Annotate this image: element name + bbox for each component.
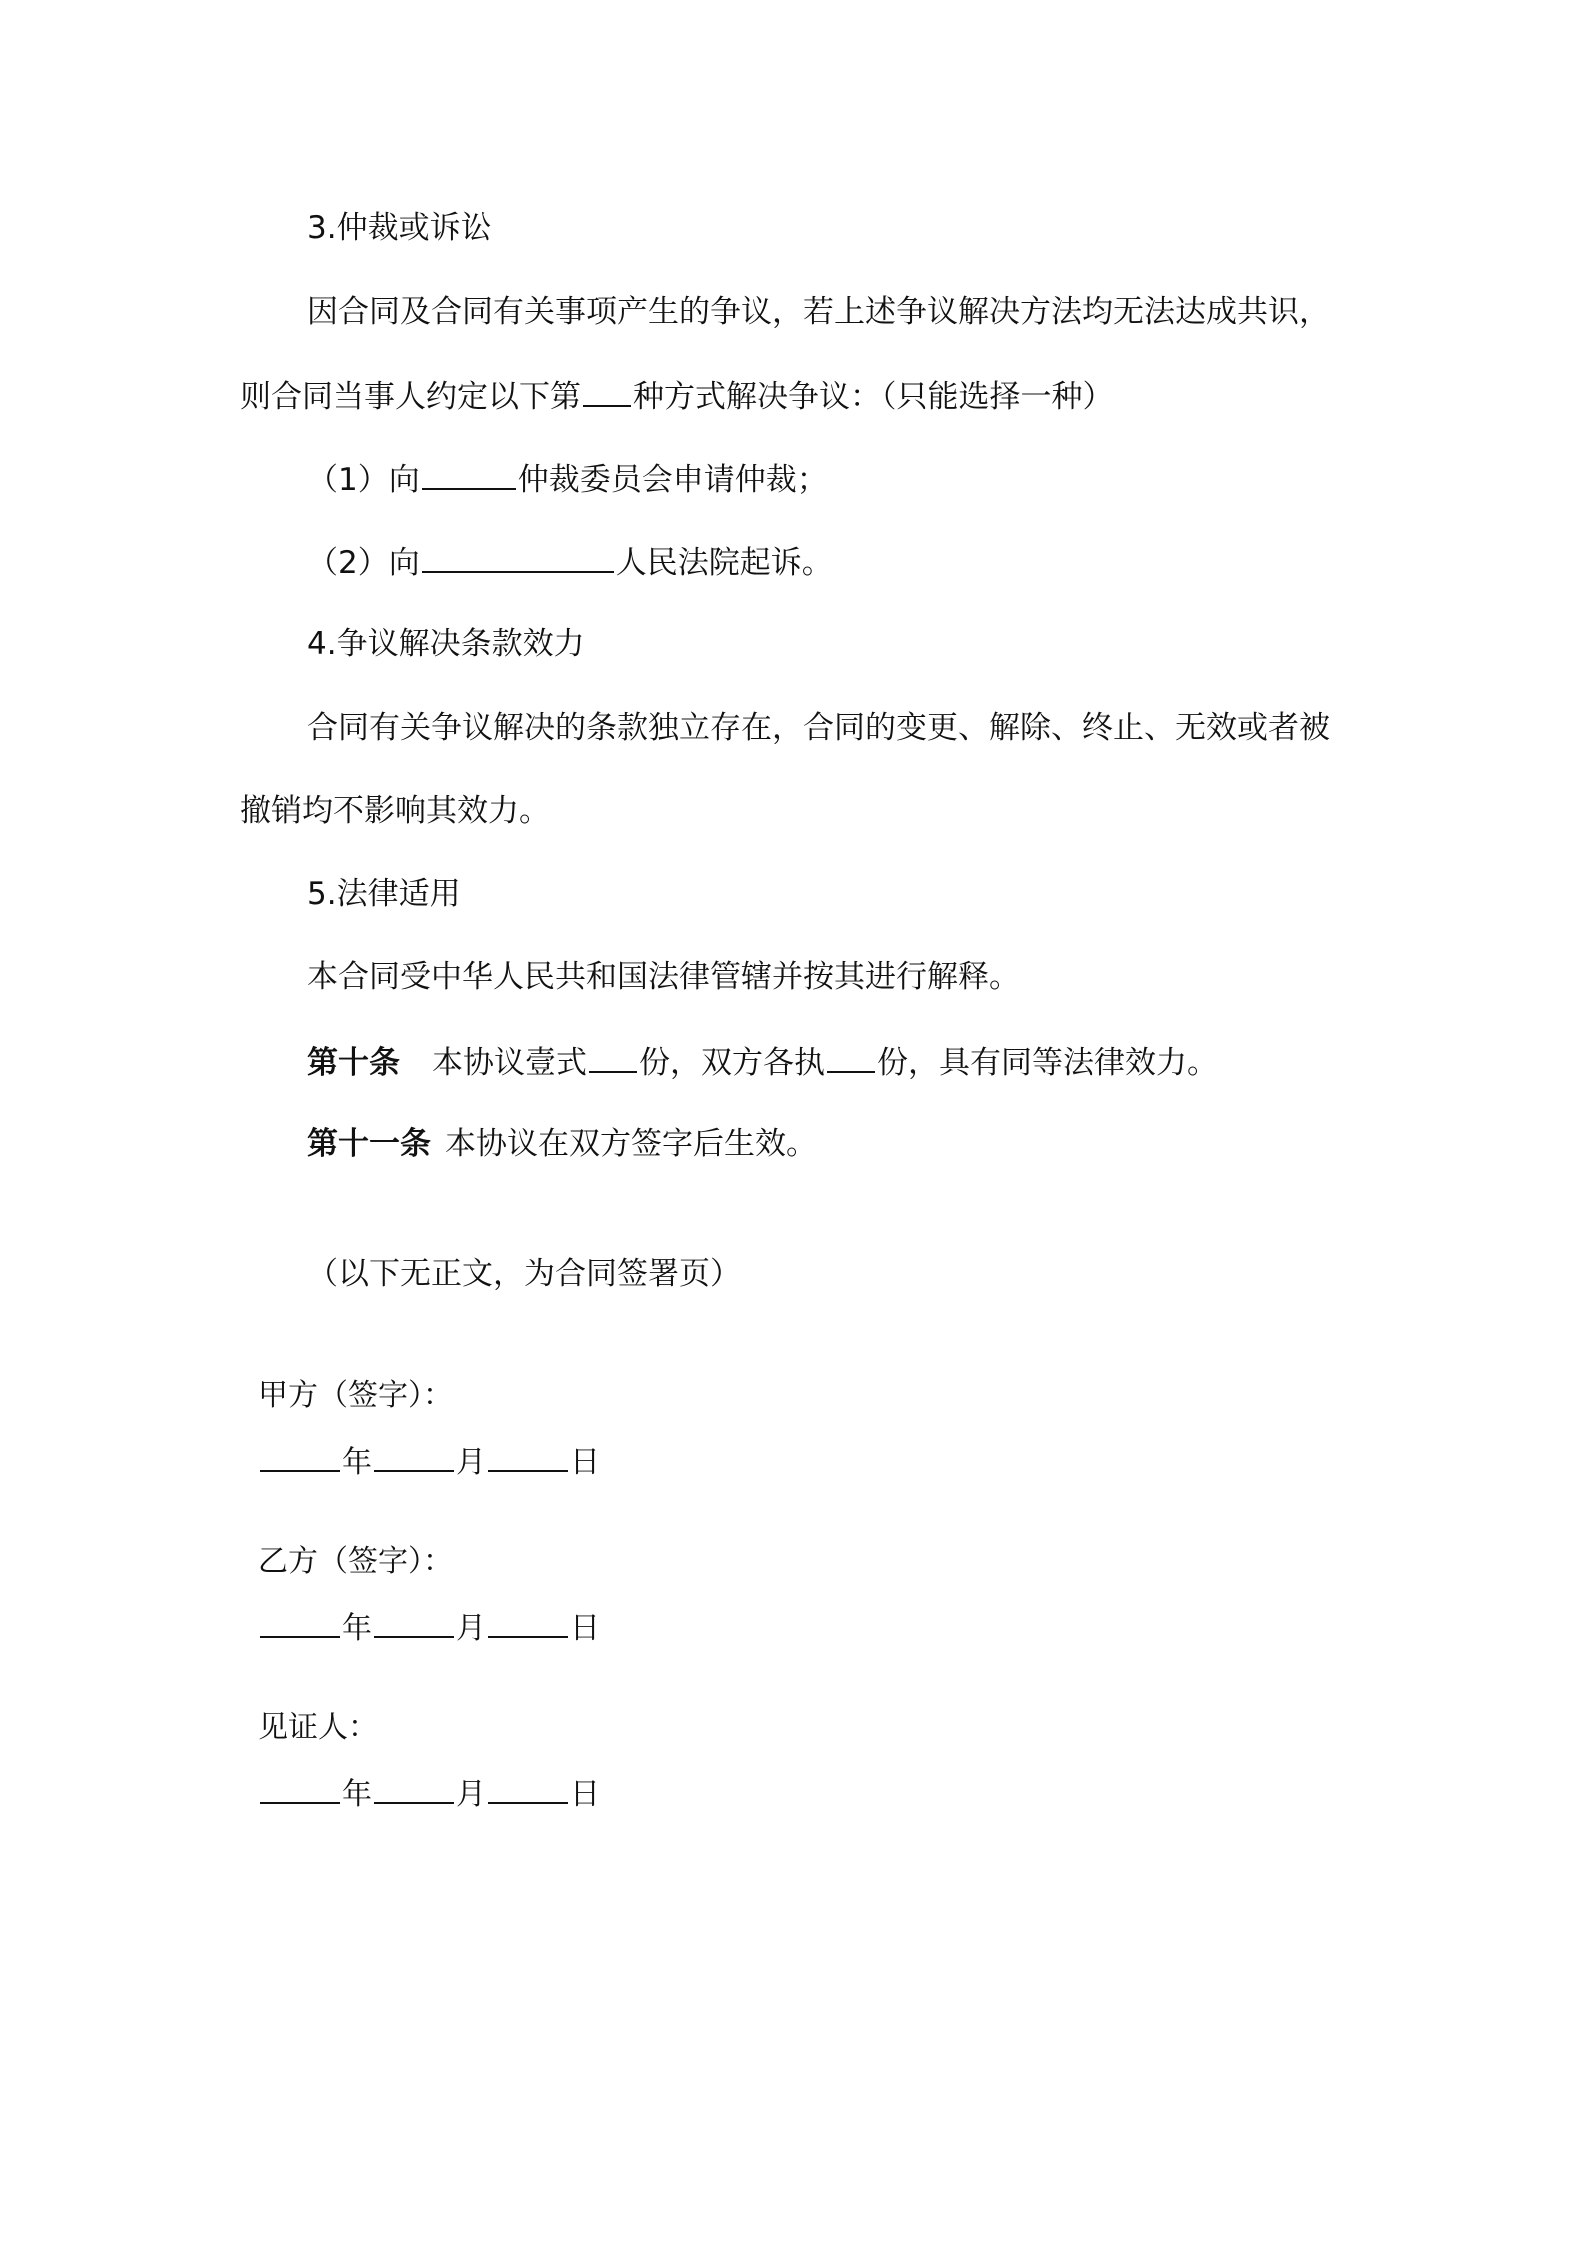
witness-month-blank[interactable] — [374, 1772, 454, 1804]
section4-paragraph-line2 — [240, 791, 550, 831]
witness-year-blank[interactable] — [260, 1772, 340, 1804]
party-b-year-blank[interactable] — [260, 1606, 340, 1638]
party-b-day-label: 日 — [570, 1611, 600, 1646]
section3-line2-suffix: 种方式解决争议：（只能选择一种） — [633, 379, 1114, 415]
end-note — [307, 1254, 741, 1294]
section5-heading — [307, 874, 461, 914]
section4-paragraph-line1 — [307, 708, 1330, 748]
section3-heading — [307, 208, 492, 248]
party-b-signature-label — [258, 1542, 453, 1582]
arbitration-commission-blank[interactable] — [422, 458, 516, 490]
party-a-signature-label — [258, 1376, 453, 1416]
end-note-text: （以下无正文，为合同签署页） — [307, 1256, 741, 1292]
option2-prefix: （2）向 — [307, 545, 420, 581]
section4-heading — [307, 624, 585, 664]
party-b-day-blank[interactable] — [488, 1606, 568, 1638]
party-a-label-text: 甲方（签字）： — [258, 1378, 453, 1413]
section4-heading-text: 4.争议解决条款效力 — [307, 626, 585, 662]
witness-label-text: 见证人： — [258, 1710, 378, 1745]
option1-line — [307, 458, 828, 500]
option1-prefix: （1）向 — [307, 462, 420, 498]
section3-paragraph-line2 — [240, 375, 1114, 417]
party-b-year-label: 年 — [342, 1611, 372, 1646]
article10-label: 第十条 — [307, 1045, 400, 1081]
section3-heading-text: 3.仲裁或诉讼 — [307, 210, 492, 246]
option1-suffix: 仲裁委员会申请仲裁； — [517, 462, 828, 498]
party-a-day-label: 日 — [570, 1445, 600, 1480]
article11-label: 第十一条 — [307, 1126, 431, 1162]
section4-paragraph-line2-text: 撤销均不影响其效力。 — [240, 793, 550, 829]
section3-paragraph-line1-text: 因合同及合同有关事项产生的争议，若上述争议解决方法均无法达成共识， — [307, 294, 1330, 330]
article10-line — [307, 1041, 1218, 1083]
copies-total-blank[interactable] — [589, 1041, 637, 1073]
party-a-date-line — [258, 1440, 600, 1483]
party-a-month-label: 月 — [456, 1445, 486, 1480]
witness-date-line — [258, 1772, 600, 1815]
party-a-year-label: 年 — [342, 1445, 372, 1480]
court-name-blank[interactable] — [422, 541, 614, 573]
option2-line — [307, 541, 833, 583]
copies-each-blank[interactable] — [827, 1041, 875, 1073]
article10-text-a: 本协议壹式 — [432, 1045, 587, 1081]
party-a-month-blank[interactable] — [374, 1440, 454, 1472]
party-b-label-text: 乙方（签字）： — [258, 1544, 453, 1579]
witness-day-label: 日 — [570, 1777, 600, 1812]
witness-month-label: 月 — [456, 1777, 486, 1812]
section5-paragraph — [307, 957, 1020, 997]
option2-suffix: 人民法院起诉。 — [615, 545, 833, 581]
article10-text-c: 份，具有同等法律效力。 — [877, 1045, 1218, 1081]
article11-text: 本协议在双方签字后生效。 — [445, 1126, 817, 1162]
witness-year-label: 年 — [342, 1777, 372, 1812]
section3-paragraph-line1 — [307, 292, 1330, 332]
section3-line2-prefix: 则合同当事人约定以下第 — [240, 379, 581, 415]
witness-signature-label — [258, 1708, 378, 1748]
method-number-blank[interactable] — [583, 375, 631, 407]
section4-paragraph-line1-text: 合同有关争议解决的条款独立存在，合同的变更、解除、终止、无效或者被 — [307, 710, 1330, 746]
party-b-month-blank[interactable] — [374, 1606, 454, 1638]
party-a-day-blank[interactable] — [488, 1440, 568, 1472]
party-b-month-label: 月 — [456, 1611, 486, 1646]
party-a-year-blank[interactable] — [260, 1440, 340, 1472]
section5-heading-text: 5.法律适用 — [307, 876, 461, 912]
article11-line — [307, 1124, 817, 1164]
party-b-date-line — [258, 1606, 600, 1649]
witness-day-blank[interactable] — [488, 1772, 568, 1804]
article10-text-b: 份，双方各执 — [639, 1045, 825, 1081]
section5-paragraph-text: 本合同受中华人民共和国法律管辖并按其进行解释。 — [307, 959, 1020, 995]
